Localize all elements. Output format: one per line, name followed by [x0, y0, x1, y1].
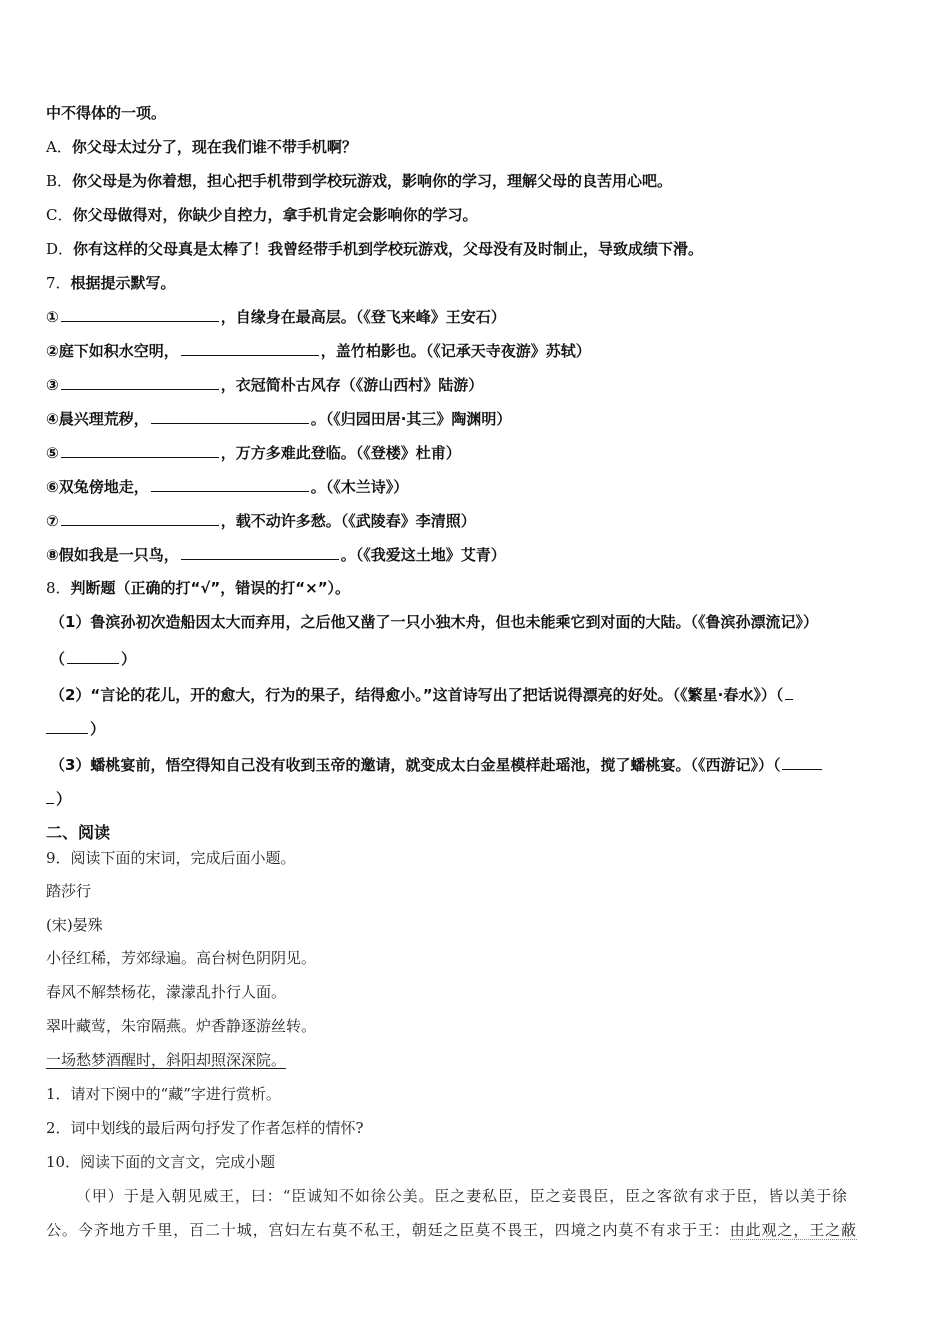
q7-item-2	[46, 340, 591, 361]
item-marker: ②	[46, 342, 59, 360]
question-title: 判断题（正确的打“√”，错误的打“×”）。	[70, 579, 351, 597]
q8-item-1: （1）鲁滨孙初次造船因太大而弃用，之后他又凿了一只小独木舟，但也未能乘它到对面的大陆。（《鲁滨孙漂流记》）	[50, 613, 818, 631]
passage-line-1: （甲）于是入朝见威王，曰：“臣诚知不如徐公美。臣之妻私臣，臣之妾畏臣，臣之客欲有求于臣，皆以美于徐	[76, 1187, 848, 1205]
poem-title: 踏莎行	[46, 882, 92, 900]
q7-item-7	[46, 510, 476, 531]
passage-text: 公。今齐地方千里，百二十城，宫妇左右莫不私王，朝廷之臣莫不畏王，四境之内莫不有求于王：	[46, 1221, 730, 1239]
item-marker: ⑧	[46, 546, 59, 564]
item-before: 双兔傍地走，	[58, 478, 149, 496]
item-after: 。（《我爱这土地》艾青）	[340, 546, 506, 564]
fill-blank[interactable]	[61, 306, 219, 322]
option-text: 你有这样的父母真是太棒了！我曾经带手机到学校玩游戏，父母没有及时制止，导致成绩下滑。	[73, 240, 704, 258]
item-after: ，衣冠简朴古风存（《游山西村》陆游）	[220, 376, 484, 394]
item-before: 庭下如积水空明，	[58, 342, 179, 360]
answer-blank[interactable]	[46, 718, 88, 734]
item-before: 晨兴理荒秽，	[58, 410, 149, 428]
option-label: B．	[46, 172, 73, 190]
poem-line-1: 小径红稀，芳郊绿遍。高台树色阴阴见。	[46, 949, 317, 967]
q9-subquestion-2	[46, 1118, 364, 1138]
option-text: 你父母太过分了，现在我们谁不带手机啊？	[71, 138, 357, 156]
q8-item-1-answer	[50, 648, 136, 669]
fill-blank[interactable]	[151, 408, 309, 424]
answer-blank[interactable]	[67, 648, 119, 664]
q8-item-3	[50, 754, 824, 775]
q7-heading	[46, 273, 176, 293]
paren-close: ）	[56, 790, 72, 808]
question-title: 阅读下面的文言文，完成小题	[80, 1153, 276, 1171]
item-marker: ⑤	[46, 444, 59, 462]
option-text: 你父母做得对，你缺少自控力，拿手机肯定会影响你的学习。	[72, 206, 478, 224]
answer-blank[interactable]	[782, 754, 822, 770]
fill-blank[interactable]	[61, 510, 219, 526]
question-number: 7．	[46, 274, 71, 292]
item-text: （3）蟠桃宴前，悟空得知自己没有收到玉帝的邀请，就变成太白金星模样赴瑶池，搅了蟠桃宴。（《西游记》）（	[50, 756, 781, 774]
poem-line-2: 春风不解禁杨花，濛濛乱扑行人面。	[46, 983, 287, 1001]
paren-close: ）	[121, 650, 137, 668]
q6-option-c	[46, 205, 478, 225]
item-after: ，自缘身在最高层。（《登飞来峰》王安石）	[220, 308, 506, 326]
question-number: 8．	[46, 579, 71, 597]
q8-item-3-answer	[46, 788, 71, 809]
item-after: 。（《木兰诗》）	[310, 478, 409, 496]
option-text: 你父母是为你着想，担心把手机带到学校玩游戏，影响你的学习，理解父母的良苦用心吧。	[72, 172, 673, 190]
passage-text-marked: 由此观之，王之蔽	[729, 1221, 857, 1239]
q7-item-1	[46, 306, 506, 327]
q8-item-2-answer	[46, 718, 105, 739]
question-number: 9．	[46, 849, 71, 867]
item-marker: ⑥	[46, 478, 59, 496]
q8-heading	[46, 578, 350, 598]
q7-item-8	[46, 544, 506, 565]
fill-blank[interactable]	[181, 340, 319, 356]
question-title: 阅读下面的宋词，完成后面小题。	[70, 849, 296, 867]
poem-line-3: 翠叶藏莺，朱帘隔燕。炉香静逐游丝转。	[46, 1017, 317, 1035]
option-label: A．	[46, 138, 72, 156]
q9-subquestion-1	[46, 1084, 281, 1104]
q7-item-6	[46, 476, 408, 497]
section-heading-reading: 二、阅读	[46, 823, 111, 842]
passage-line-2	[46, 1220, 857, 1240]
item-after: ，万方多难此登临。（《登楼》杜甫）	[220, 444, 461, 462]
subquestion-number: 1．	[46, 1085, 71, 1103]
item-after: ，载不动许多愁。（《武陵春》李清照）	[220, 512, 476, 530]
q6-option-b	[46, 171, 672, 191]
q6-continuation: 中不得体的一项。	[46, 104, 167, 122]
fill-blank[interactable]	[61, 374, 219, 390]
q9-heading	[46, 848, 296, 868]
q7-item-4	[46, 408, 511, 429]
q8-item-2	[50, 684, 795, 705]
item-marker: ①	[46, 308, 59, 326]
fill-blank[interactable]	[181, 544, 339, 560]
option-label: D．	[46, 240, 74, 258]
paren-open: （	[50, 650, 66, 668]
q7-item-5	[46, 442, 461, 463]
item-after: 。（《归园田居·其三》陶渊明）	[310, 410, 512, 428]
q6-option-a	[46, 137, 357, 157]
q10-heading	[46, 1152, 275, 1172]
subquestion-text: 请对下阕中的“藏”字进行赏析。	[70, 1085, 281, 1103]
q7-item-3	[46, 374, 483, 395]
subquestion-text: 词中划线的最后两句抒发了作者怎样的情怀?	[70, 1119, 364, 1137]
question-number: 10．	[46, 1153, 81, 1171]
item-before: 假如我是一只鸟，	[58, 546, 179, 564]
fill-blank[interactable]	[61, 442, 219, 458]
item-marker: ③	[46, 376, 59, 394]
answer-blank[interactable]	[46, 788, 54, 804]
item-after: ，盖竹柏影也。（《记承天寺夜游》苏轼）	[320, 342, 591, 360]
fill-blank[interactable]	[151, 476, 309, 492]
item-marker: ⑦	[46, 512, 59, 530]
item-text: （2）“言论的花儿，开的愈大，行为的果子，结得愈小。”这首诗写出了把话说得漂亮的好处。（《繁星·春水》）（	[50, 686, 784, 704]
q6-option-d	[46, 239, 703, 259]
answer-blank[interactable]	[785, 684, 793, 700]
question-title: 根据提示默写。	[70, 274, 176, 292]
paren-close: ）	[90, 720, 106, 738]
poem-author: (宋)晏殊	[46, 916, 103, 934]
item-marker: ④	[46, 410, 59, 428]
poem-line-4-underlined: 一场愁梦酒醒时，斜阳却照深深院。	[46, 1051, 287, 1069]
option-label: C．	[46, 206, 73, 224]
subquestion-number: 2．	[46, 1119, 71, 1137]
